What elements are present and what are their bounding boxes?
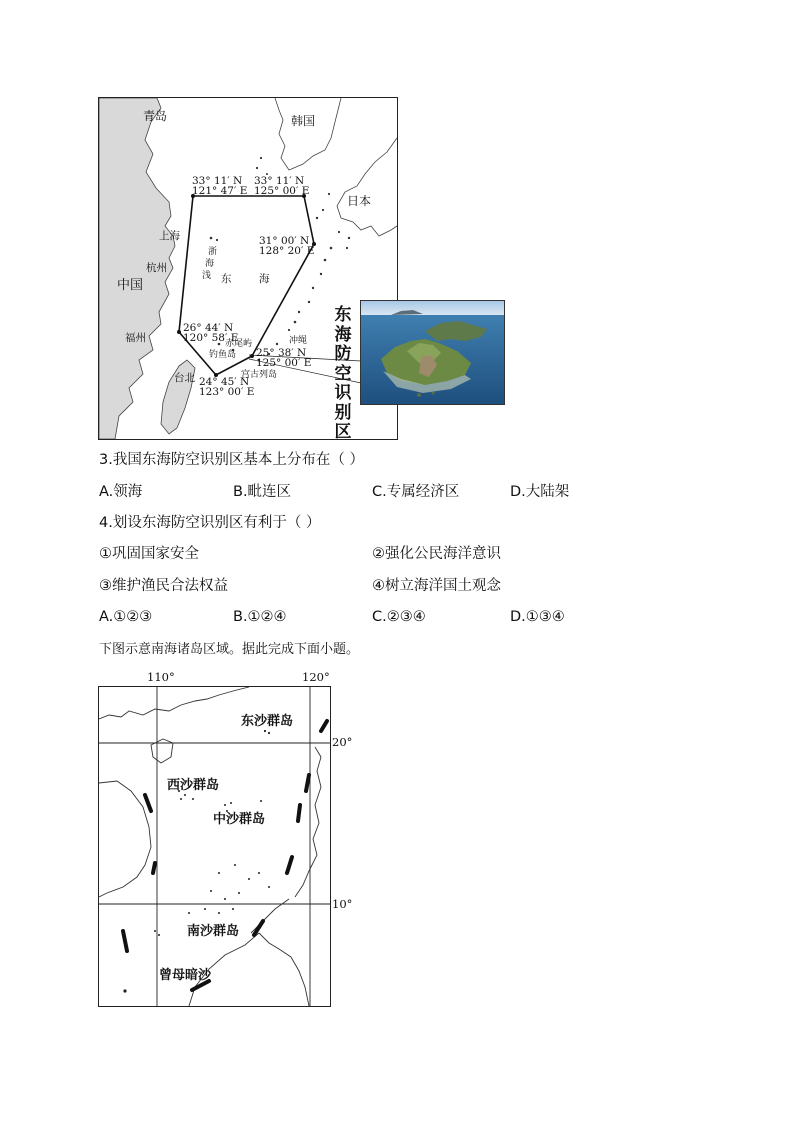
south-china-sea-map [98, 686, 331, 1007]
japan-coast [337, 138, 397, 236]
label-qingdao: 青岛 [143, 109, 168, 123]
label-fuzhou: 福州 [125, 332, 146, 344]
q4-option-c[interactable]: C.②③④ [372, 609, 426, 625]
label-zhongsha: 中沙群岛 [213, 812, 266, 827]
coord-se-lon: 125° 00′ E [256, 357, 312, 369]
label-miyako: 宫古列岛 [241, 370, 278, 380]
question-3-stem: 3.我国东海防空识别区基本上分布在（ ） [99, 452, 364, 468]
q3-option-b[interactable]: B.毗连区 [233, 484, 292, 500]
coord-w-lat: 26° 44′ N [183, 322, 234, 334]
coord-ne-lon: 125° 00′ E [254, 185, 310, 197]
label-nansha: 南沙群岛 [187, 924, 240, 939]
adiz-title: 东海防空识别区 [334, 305, 352, 440]
degree-lat-10: 10° [332, 897, 353, 911]
label-china: 中国 [117, 278, 144, 293]
label-xisha: 西沙群岛 [167, 778, 220, 793]
q4-item-2: ②强化公民海洋意识 [372, 546, 501, 562]
q3-option-c[interactable]: C.专属经济区 [372, 484, 460, 500]
korea-coast [275, 98, 341, 170]
coord-s-lat: 24° 45′ N [199, 376, 250, 388]
vietnam-coast [99, 781, 151, 897]
coord-e-lon: 128° 20′ E [259, 245, 315, 257]
q4-item-3: ③维护渔民合法权益 [99, 578, 228, 594]
east-china-sea-adiz-map [98, 97, 398, 440]
coord-w-lon: 120° 58′ E [183, 332, 239, 344]
diaoyu-island-photo [360, 300, 505, 405]
label-zengmu: 曾母暗沙 [159, 968, 212, 983]
q4-item-1: ①巩固国家安全 [99, 546, 199, 562]
label-dongsha: 东沙群岛 [241, 714, 294, 729]
coord-nw-lat: 33° 11′ N [192, 175, 243, 187]
degree-lon-110: 110° [147, 670, 175, 684]
label-taibei: 台北 [174, 372, 195, 384]
label-east: 东 [221, 273, 232, 285]
coord-nw-lon: 121° 47′ E [192, 185, 248, 197]
label-korea: 韩国 [291, 114, 316, 128]
label-chongsheng: 冲绳 [289, 336, 308, 346]
label-shanghai: 上海 [159, 230, 180, 242]
label-diaoyudao: 钓鱼岛 [209, 350, 237, 360]
label-hangzhou: 杭州 [146, 262, 167, 274]
map2-drawing [99, 687, 330, 1006]
coord-e-lat: 31° 00′ N [259, 235, 310, 247]
label-sea: 海 [259, 273, 270, 285]
coord-s-lon: 123° 00′ E [199, 386, 255, 398]
q3-option-a[interactable]: A.领海 [99, 484, 143, 500]
label-japan: 日本 [347, 194, 372, 208]
south-china-coast [99, 687, 249, 719]
label-zhe-3: 浅 [202, 271, 212, 281]
coord-ne-lat: 33° 11′ N [254, 175, 305, 187]
label-zhe-2: 海 [205, 259, 215, 269]
q3-option-d[interactable]: D.大陆架 [510, 484, 570, 500]
degree-lat-20: 20° [332, 735, 353, 749]
coord-se-lat: 25° 38′ N [256, 347, 307, 359]
nine-dash-line [123, 721, 327, 990]
label-chiweiyu: 赤尾屿 [225, 339, 253, 349]
label-zhe-1: 浙 [208, 247, 218, 257]
island-dots [123, 730, 270, 993]
q4-item-4: ④树立海洋国土观念 [372, 578, 501, 594]
question-4-stem: 4.划设东海防空识别区有利于（ ） [99, 515, 321, 531]
south-sea-intro: 下图示意南海诸岛区域。据此完成下面小题。 [99, 642, 360, 657]
island-photo-drawing [361, 301, 504, 404]
q4-option-b[interactable]: B.①②④ [233, 609, 287, 625]
q4-option-d[interactable]: D.①③④ [510, 609, 565, 625]
q4-option-a[interactable]: A.①②③ [99, 609, 153, 625]
degree-lon-120: 120° [302, 670, 330, 684]
